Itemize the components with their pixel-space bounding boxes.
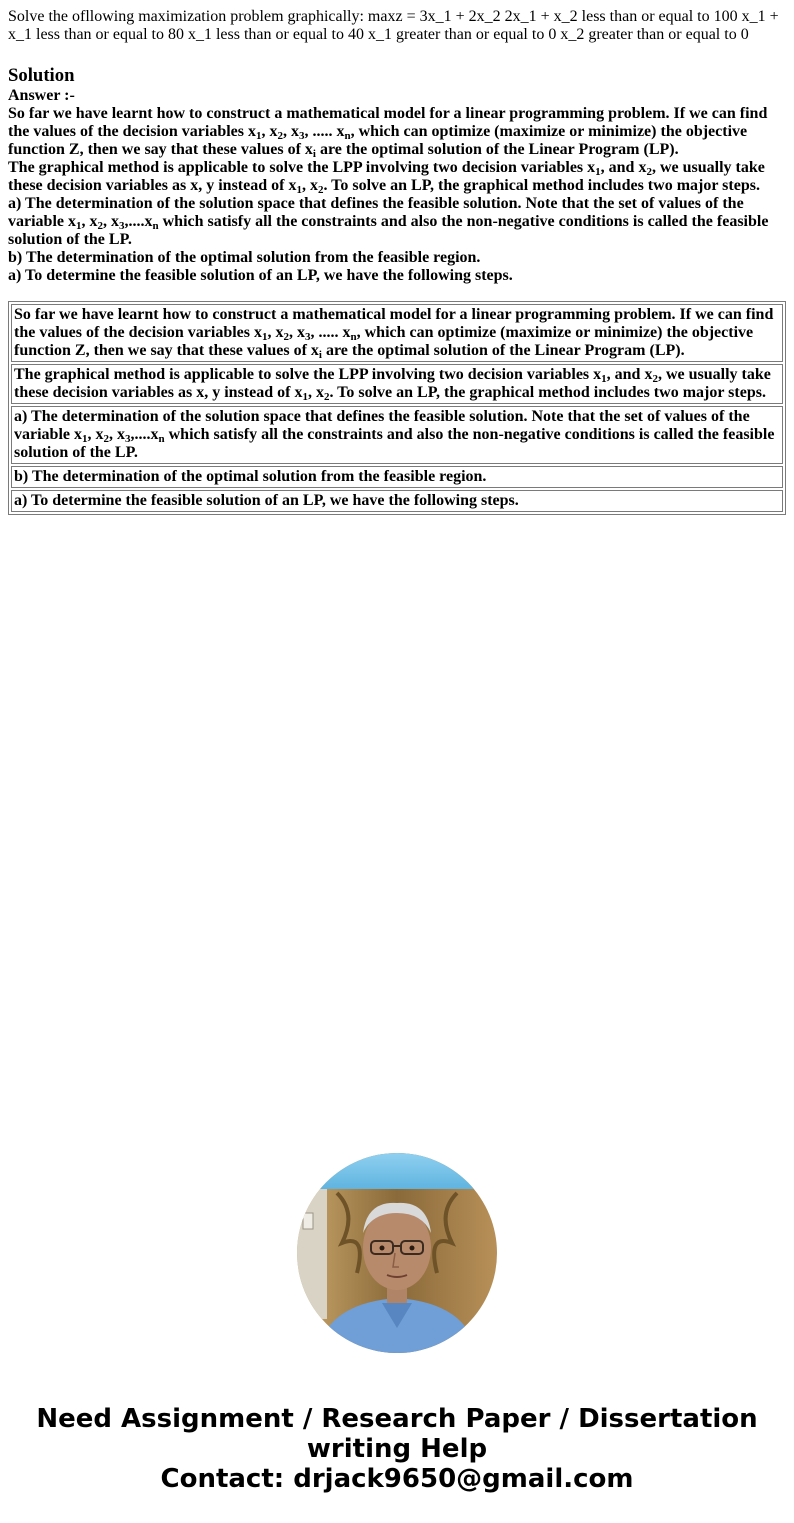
paragraph-optimal-solution: So far we have learnt how to construct a mathematical model for a linear programming problem. If we can find the values of the decision variables $x_1$, $x_2$, $x_3$, ..... $x_n$, which can optimize (maximize or minimize) the objective function Z, then we say that these values of $x_i$ are the optimal solution of the Linear Program (LP). — [8, 105, 768, 160]
table-row — [11, 364, 783, 404]
table-row — [11, 466, 783, 488]
table-cell: The graphical method is applicable to solve the LPP involving two decision variables $x_1$, and $x_2$, we usually take these decision variables as x, y instead of $x_1$, $x_2$. To solve an LP, the graphical method includes two major steps. — [11, 364, 783, 404]
paragraph-optimal-determination: b) The determination of the optimal solution from the feasible region. — [8, 249, 481, 266]
table-cell: So far we have learnt how to construct a mathematical model for a linear programming problem. If we can find the values of the decision variables $x_1$, $x_2$, $x_3$, ..... $x_n$, which can optimize (maximize or minimize) the objective function Z, then we say that these values of $x_i$ are the optimal solution of the Linear Program (LP). — [11, 304, 783, 362]
paragraph-feasible-steps: a) To determine the feasible solution of an LP, we have the following steps. — [8, 267, 513, 284]
promo-avatar-block — [0, 1153, 794, 1358]
table-row — [11, 304, 783, 362]
promo-line-2: writing Help — [306, 1434, 488, 1464]
table-row — [11, 406, 783, 464]
solution-heading: Solution — [8, 65, 75, 86]
table-cell: a) To determine the feasible solution of an LP, we have the following steps. — [11, 490, 783, 512]
table-cell: a) The determination of the solution space that defines the feasible solution. Note that the set of values of the variable $x_1$, $x_2$, $x_3,....x_n$ which satisfy all the constraints and also the non-negative conditions is called the feasible solution of the LP. — [11, 406, 783, 464]
paragraph-solution-space: a) The determination of the solution space that defines the feasible solution. Note that the set of values of the variable $x_1$, $x_2$, $x_3,....x_n$ which satisfy all the constraints and also the non-negative conditions is called the feasible solution of the LP. — [8, 195, 769, 248]
table-row — [11, 490, 783, 512]
promo-contact: Contact: drjack9650@gmail.com — [160, 1464, 634, 1494]
paragraph-graphical-method: The graphical method is applicable to solve the LPP involving two decision variables $x_1$, and $x_2$, we usually take these decision variables as x, y instead of $x_1$, $x_2$. To solve an LP, the graphical method includes two major steps. — [8, 159, 765, 196]
author-avatar — [297, 1153, 497, 1353]
portrait-image — [297, 1153, 497, 1353]
table-cell: b) The determination of the optimal solution from the feasible region. — [11, 466, 783, 488]
promo-text — [0, 1404, 794, 1494]
steps-table — [8, 301, 786, 515]
document-body — [0, 0, 794, 515]
promo-line-1: Need Assignment / Research Paper / Dissertation — [36, 1404, 758, 1434]
answer-label: Answer :- — [8, 87, 75, 104]
question-text: Solve the ofllowing maximization problem graphically: maxz = 3x_1 + 2x_2 2x_1 + x_2 less than or equal to 100 x_1 + x_1 less than or equal to 80 x_1 less than or equal to 40 x_1 greater than or equal to 0 x_2 greater than or equal to 0 — [8, 8, 779, 43]
